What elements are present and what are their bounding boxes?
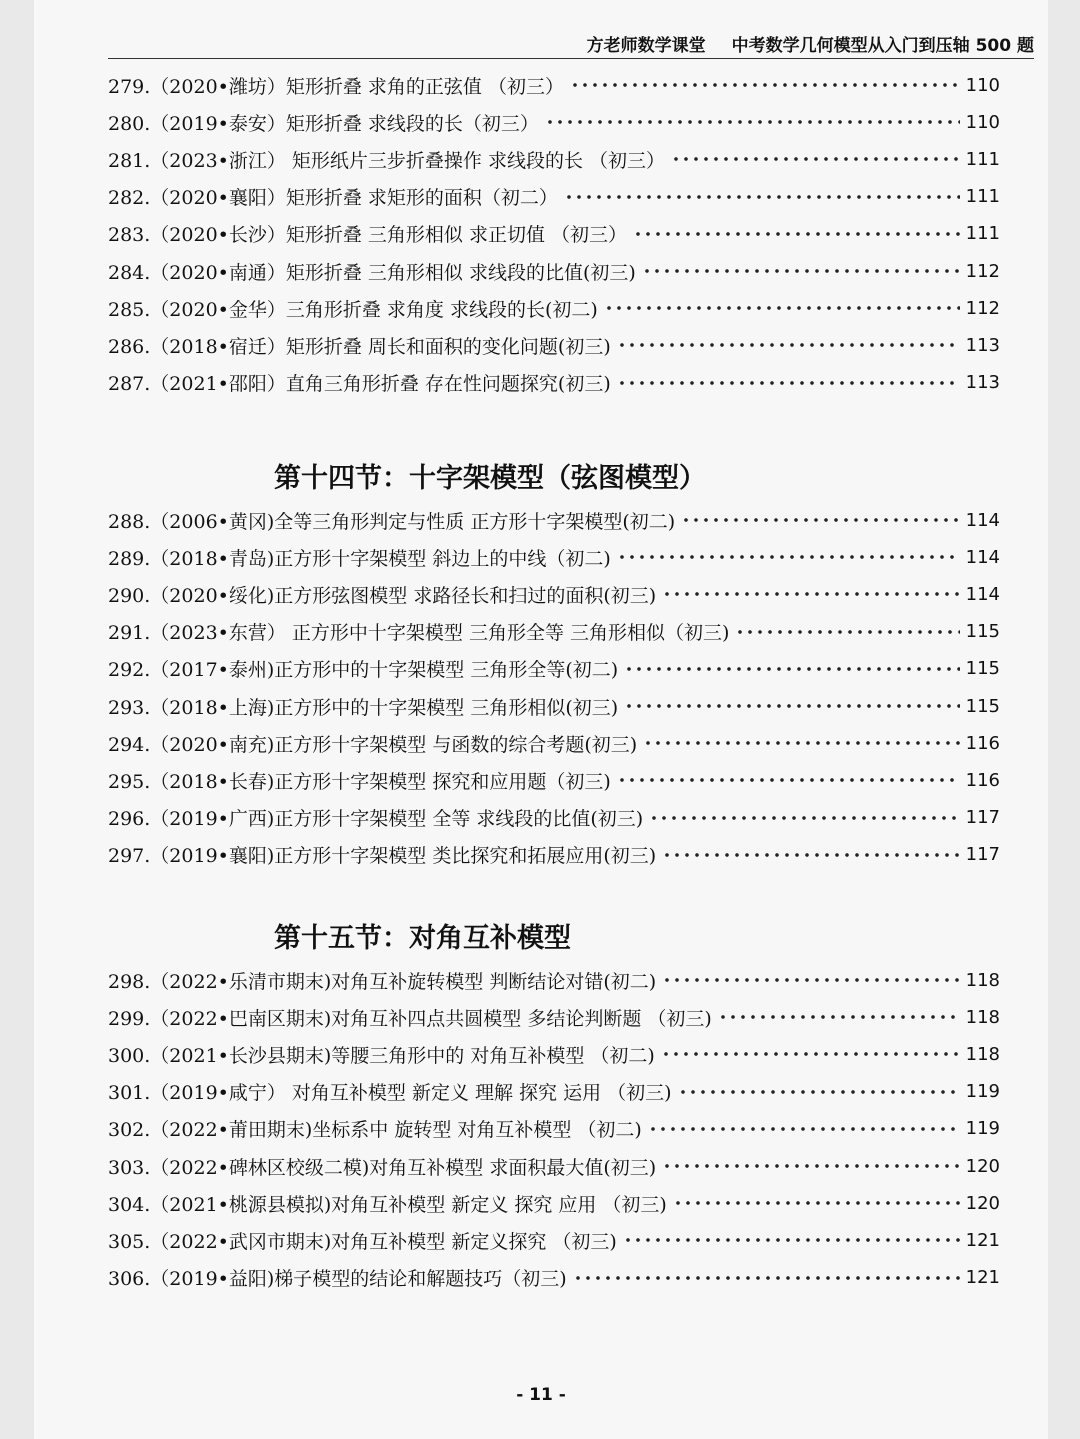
toc-entry[interactable]: [108, 294, 1000, 322]
dot-leader: [545, 119, 960, 125]
toc-entry-title: 281.（2023•浙江） 矩形纸片三步折叠操作 求线段的长 （初三）: [108, 149, 665, 172]
toc-entry[interactable]: [108, 1040, 1000, 1068]
dot-leader: [649, 815, 959, 821]
dot-leader: [661, 1051, 960, 1057]
document-page: [34, 0, 1048, 1439]
toc-entry-title: 282.（2020•襄阳）矩形折叠 求矩形的面积（初二）: [108, 187, 558, 210]
page-header: [108, 30, 1034, 59]
dot-leader: [662, 1163, 959, 1169]
page-number: - 11 -: [516, 1385, 566, 1405]
toc-entry-title: 302.（2022•莆田期末)坐标系中 旋转型 对角互补模型 （初二): [108, 1119, 642, 1142]
toc-entry-title: 300.（2021•长沙县期末)等腰三角形中的 对角互补模型 （初二): [108, 1044, 655, 1067]
dot-leader: [673, 1200, 960, 1206]
toc-entry[interactable]: [108, 1264, 1000, 1292]
toc-entry-title: 298.（2022•乐清市期末)对角互补旋转模型 判断结论对错(初二): [108, 970, 657, 993]
toc-entry-page: 119: [965, 1081, 1000, 1103]
toc-entry-title: 285.（2020•金华）三角形折叠 求角度 求线段的长(初二): [108, 298, 598, 321]
dot-leader: [648, 1126, 960, 1132]
section-heading: 第十五节：对角互补模型: [274, 923, 571, 954]
toc-entry[interactable]: [108, 1115, 1000, 1143]
dot-leader: [678, 1089, 960, 1095]
toc-entry[interactable]: [108, 692, 1000, 720]
toc-entry-page: 115: [965, 621, 1000, 643]
toc-entry-title: 286.（2018•宿迁）矩形折叠 周长和面积的变化问题(初三): [108, 335, 611, 358]
toc-entry[interactable]: [108, 618, 1000, 646]
toc-entry-page: 111: [965, 223, 1000, 245]
toc-entry[interactable]: [108, 543, 1000, 571]
dot-leader: [624, 666, 959, 672]
toc-entry-title: 304.（2021•桃源县模拟)对角互补模型 新定义 探究 应用 （初三): [108, 1193, 667, 1216]
dot-leader: [681, 517, 959, 523]
toc-entry-page: 110: [965, 74, 1000, 96]
toc-entry-page: 113: [965, 334, 1000, 356]
toc-entry-page: 110: [965, 111, 1000, 133]
header-author: 方老师数学课堂: [586, 36, 706, 56]
toc-entry-title: 296.（2019•广西)正方形十字架模型 全等 求线段的比值(初三): [108, 808, 644, 831]
toc-entry-page: 114: [965, 583, 1000, 605]
toc-entry-title: 305.（2022•武冈市期末)对角互补模型 新定义探究 （初三): [108, 1230, 617, 1253]
section-heading: 第十四节：十字架模型（弦图模型）: [274, 463, 706, 494]
toc-entry[interactable]: [108, 257, 1000, 285]
toc-entry-title: 299.（2022•巴南区期末)对角互补四点共圆模型 多结论判断题 （初三): [108, 1007, 712, 1030]
toc-entry-page: 119: [965, 1118, 1000, 1140]
toc-entry-page: 111: [965, 148, 1000, 170]
toc-entry-page: 118: [965, 969, 1000, 991]
toc-entry-page: 120: [965, 1192, 1000, 1214]
toc-entry-title: 288.（2006•黄冈)全等三角形判定与性质 正方形十字架模型(初二): [108, 510, 676, 533]
toc-entry-title: 301.（2019•咸宁） 对角互补模型 新定义 理解 探究 运用 （初三): [108, 1082, 672, 1105]
toc-entry-title: 293.（2018•上海)正方形中的十字架模型 三角形相似(初三): [108, 696, 619, 719]
toc-entry[interactable]: [108, 729, 1000, 757]
toc-entry-page: 114: [965, 546, 1000, 568]
toc-entry[interactable]: [108, 804, 1000, 832]
dot-leader: [662, 591, 959, 597]
dot-leader: [671, 156, 960, 162]
dot-leader: [718, 1014, 960, 1020]
toc-entry-title: 306.（2019•益阳)梯子模型的结论和解题技巧（初三): [108, 1268, 567, 1291]
toc-entry-page: 118: [965, 1006, 1000, 1028]
toc-entry-title: 294.（2020•南充)正方形十字架模型 与函数的综合考题(初三): [108, 733, 638, 756]
toc-entry-page: 121: [965, 1229, 1000, 1251]
toc-entry-page: 120: [965, 1155, 1000, 1177]
toc-entry-title: 291.（2023•东营） 正方形中十字架模型 三角形全等 三角形相似（初三): [108, 622, 730, 645]
toc-entry-page: 116: [965, 732, 1000, 754]
toc-entry[interactable]: [108, 841, 1000, 869]
toc-entry-page: 121: [965, 1267, 1000, 1289]
dot-leader: [564, 194, 960, 200]
toc-entry[interactable]: [108, 183, 1000, 211]
toc-entry-title: 295.（2018•长春)正方形十字架模型 探究和应用题（初三): [108, 770, 611, 793]
toc-entry[interactable]: [108, 580, 1000, 608]
toc-entry[interactable]: [108, 966, 1000, 994]
toc-entry-title: 292.（2017•泰州)正方形中的十字架模型 三角形全等(初二): [108, 659, 619, 682]
toc-entry-page: 112: [965, 297, 1000, 319]
dot-leader: [573, 1275, 960, 1281]
dot-leader: [643, 740, 959, 746]
toc-entry[interactable]: [108, 1078, 1000, 1106]
toc-entry[interactable]: [108, 1152, 1000, 1180]
toc-entry-title: 303.（2022•碑林区校级二模)对角互补模型 求面积最大值(初三): [108, 1156, 657, 1179]
dot-leader: [662, 852, 959, 858]
toc-entry-page: 118: [965, 1043, 1000, 1065]
dot-leader: [642, 268, 960, 274]
dot-leader: [617, 342, 960, 348]
toc-entry-page: 116: [965, 769, 1000, 791]
toc-entry[interactable]: [108, 506, 1000, 534]
toc-entry[interactable]: [108, 766, 1000, 794]
dot-leader: [617, 554, 960, 560]
toc-entry-title: 284.（2020•南通）矩形折叠 三角形相似 求线段的比值(初三): [108, 261, 636, 284]
toc-entry[interactable]: [108, 108, 1000, 136]
toc-entry[interactable]: [108, 331, 1000, 359]
toc-entry-page: 117: [965, 844, 1000, 866]
toc-entry-page: 113: [965, 372, 1000, 394]
toc-entry-title: 280.（2019•泰安）矩形折叠 求线段的长（初三）: [108, 112, 539, 135]
toc-entry-title: 279.（2020•潍坊）矩形折叠 求角的正弦值 （初三）: [108, 75, 564, 98]
toc-entry-title: 283.（2020•长沙）矩形折叠 三角形相似 求正切值 （初三）: [108, 224, 627, 247]
dot-leader: [624, 703, 959, 709]
dot-leader: [662, 977, 959, 983]
toc-entry[interactable]: [108, 369, 1000, 397]
dot-leader: [633, 231, 960, 237]
toc-entry-page: 115: [965, 658, 1000, 680]
toc-entry[interactable]: [108, 145, 1000, 173]
toc-entry-title: 297.（2019•襄阳)正方形十字架模型 类比探究和拓展应用(初三): [108, 845, 657, 868]
dot-leader: [735, 629, 959, 635]
dot-leader: [570, 82, 960, 88]
toc-entry[interactable]: [108, 220, 1000, 248]
dot-leader: [604, 305, 960, 311]
toc-entry[interactable]: [108, 1189, 1000, 1217]
toc-entry-title: 290.（2020•绥化)正方形弦图模型 求路径长和扫过的面积(初三): [108, 584, 657, 607]
dot-leader: [617, 380, 960, 386]
toc-entry-page: 111: [965, 186, 1000, 208]
toc-entry-title: 287.（2021•邵阳）直角三角形折叠 存在性问题探究(初三): [108, 373, 611, 396]
toc-entry-title: 289.（2018•青岛)正方形十字架模型 斜边上的中线（初二): [108, 547, 611, 570]
toc-entry[interactable]: [108, 1003, 1000, 1031]
toc-entry-page: 114: [965, 509, 1000, 531]
toc-entry-page: 115: [965, 695, 1000, 717]
header-book-title: 中考数学几何模型从入门到压轴 500 题: [731, 36, 1034, 56]
toc-entry[interactable]: [108, 1226, 1000, 1254]
dot-leader: [617, 777, 960, 783]
dot-leader: [623, 1237, 960, 1243]
toc-entry[interactable]: [108, 655, 1000, 683]
toc-entry[interactable]: [108, 71, 1000, 99]
toc-entry-page: 117: [965, 807, 1000, 829]
toc-entry-page: 112: [965, 260, 1000, 282]
